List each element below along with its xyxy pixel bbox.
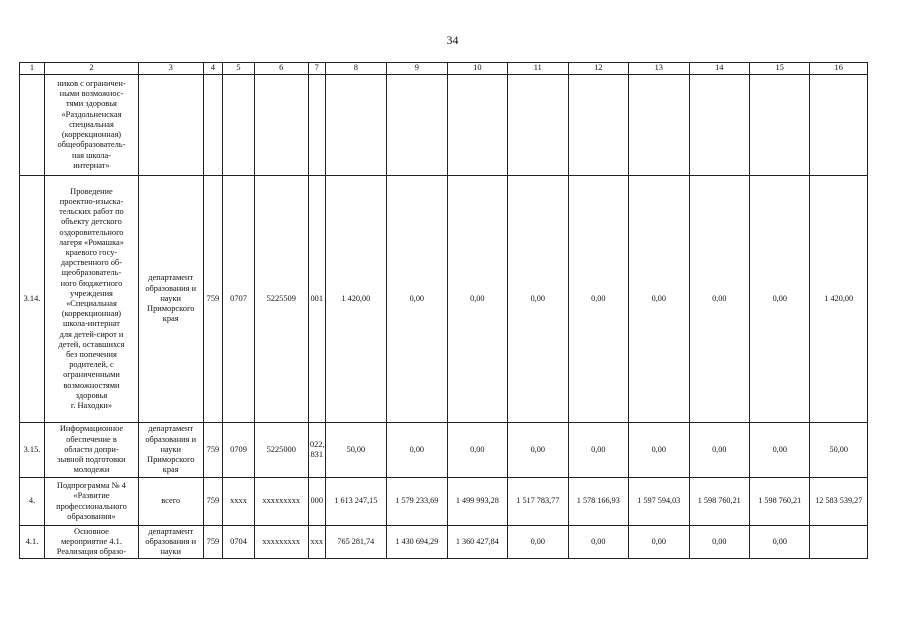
- column-header: 13: [629, 63, 689, 75]
- code-cell: 759: [203, 176, 223, 423]
- amount-cell: [750, 75, 810, 176]
- table-row: [20, 478, 868, 526]
- code-cell: ххх: [308, 526, 325, 559]
- column-header: 2: [45, 63, 139, 75]
- item-name-cell: Проведение проектно-изыска- тельских работ по объекту детского оздоровительного лагеря «Ромашка» краевого госу- дарственного об- щеобразователь- ного бюджетного учреждения «Специальная (коррекционная) школа-интернат для детей-сирот и детей, оставшихся без попечения родителей, с ограниченными возможностями здоровья г. Находки»: [45, 176, 139, 423]
- table-body: [20, 63, 868, 559]
- column-header: 11: [508, 63, 568, 75]
- amount-cell: [325, 75, 387, 176]
- amount-cell: 12 583 539,27: [810, 478, 868, 526]
- amount-cell: [447, 75, 507, 176]
- code-cell: 022, 831: [308, 423, 325, 478]
- amount-cell: 0,00: [568, 526, 628, 559]
- amount-cell: 1 420,00: [810, 176, 868, 423]
- amount-cell: 0,00: [447, 423, 507, 478]
- amount-cell: 1 598 760,21: [750, 478, 810, 526]
- row-number-cell: 3.14.: [20, 176, 45, 423]
- column-header: 3: [138, 63, 203, 75]
- column-header: 16: [810, 63, 868, 75]
- row-number-cell: [20, 75, 45, 176]
- table-row: [20, 176, 868, 423]
- amount-cell: [629, 75, 689, 176]
- amount-cell: 0,00: [447, 176, 507, 423]
- column-header: 6: [254, 63, 308, 75]
- code-cell: 0707: [223, 176, 254, 423]
- amount-cell: 0,00: [689, 526, 749, 559]
- row-number-cell: 4.: [20, 478, 45, 526]
- item-name-cell: Информационное обеспечение в области допри- зывной подготовки молодежи: [45, 423, 139, 478]
- page-number: 34: [446, 33, 459, 47]
- column-header: 9: [387, 63, 447, 75]
- amount-cell: [810, 526, 868, 559]
- amount-cell: [689, 75, 749, 176]
- responsible-cell: департамент образования и науки: [138, 526, 203, 559]
- amount-cell: 0,00: [689, 423, 749, 478]
- amount-cell: 0,00: [750, 423, 810, 478]
- code-cell: 759: [203, 423, 223, 478]
- code-cell: ххххххххх: [254, 478, 308, 526]
- responsible-cell: [138, 75, 203, 176]
- column-header: 4: [203, 63, 223, 75]
- code-cell: хххх: [223, 478, 254, 526]
- table-row: [20, 526, 868, 559]
- column-header: 14: [689, 63, 749, 75]
- amount-cell: 1 597 594,03: [629, 478, 689, 526]
- code-cell: 001: [308, 176, 325, 423]
- amount-cell: 0,00: [689, 176, 749, 423]
- amount-cell: 0,00: [387, 423, 447, 478]
- column-header: 5: [223, 63, 254, 75]
- row-number-cell: 3.15.: [20, 423, 45, 478]
- amount-cell: 0,00: [387, 176, 447, 423]
- code-cell: 0704: [223, 526, 254, 559]
- column-header: 7: [308, 63, 325, 75]
- amount-cell: [508, 75, 568, 176]
- header-row: [20, 63, 868, 75]
- amount-cell: 1 598 760,21: [689, 478, 749, 526]
- column-header: 8: [325, 63, 387, 75]
- code-cell: 0709: [223, 423, 254, 478]
- item-name-cell: ников с ограничен- ными возможнос- тями здоровья «Раздольненская специальная (коррекционная) общеобразователь- ная школа- интернат»: [45, 75, 139, 176]
- column-header: 15: [750, 63, 810, 75]
- item-name-cell: Подпрограмма № 4 «Развитие профессионального образования»: [45, 478, 139, 526]
- amount-cell: 50,00: [325, 423, 387, 478]
- amount-cell: 0,00: [629, 423, 689, 478]
- column-header: 10: [447, 63, 507, 75]
- amount-cell: 0,00: [629, 176, 689, 423]
- amount-cell: 0,00: [568, 423, 628, 478]
- amount-cell: 0,00: [568, 176, 628, 423]
- responsible-cell: всего: [138, 478, 203, 526]
- amount-cell: 1 613 247,15: [325, 478, 387, 526]
- amount-cell: 1 430 694,29: [387, 526, 447, 559]
- code-cell: ххххххххх: [254, 526, 308, 559]
- code-cell: 759: [203, 526, 223, 559]
- amount-cell: [810, 75, 868, 176]
- amount-cell: 1 517 783,77: [508, 478, 568, 526]
- amount-cell: 0,00: [508, 423, 568, 478]
- responsible-cell: департамент образования и науки Приморского края: [138, 423, 203, 478]
- table-row: [20, 423, 868, 478]
- amount-cell: 1 499 993,28: [447, 478, 507, 526]
- responsible-cell: департамент образования и науки Приморского края: [138, 176, 203, 423]
- item-name-cell: Основное мероприятие 4.1. Реализация образо-: [45, 526, 139, 559]
- code-cell: 759: [203, 478, 223, 526]
- amount-cell: 0,00: [508, 176, 568, 423]
- amount-cell: 1 360 427,84: [447, 526, 507, 559]
- amount-cell: 765 281,74: [325, 526, 387, 559]
- code-cell: 5225000: [254, 423, 308, 478]
- amount-cell: 1 579 233,69: [387, 478, 447, 526]
- table-row: [20, 75, 868, 176]
- code-cell: 000: [308, 478, 325, 526]
- amount-cell: 0,00: [508, 526, 568, 559]
- amount-cell: 0,00: [629, 526, 689, 559]
- code-cell: [254, 75, 308, 176]
- amount-cell: 0,00: [750, 526, 810, 559]
- amount-cell: 0,00: [750, 176, 810, 423]
- amount-cell: [387, 75, 447, 176]
- code-cell: [308, 75, 325, 176]
- amount-cell: 1 578 166,93: [568, 478, 628, 526]
- code-cell: 5225509: [254, 176, 308, 423]
- code-cell: [223, 75, 254, 176]
- column-header: 1: [20, 63, 45, 75]
- amount-cell: [568, 75, 628, 176]
- row-number-cell: 4.1.: [20, 526, 45, 559]
- column-header: 12: [568, 63, 628, 75]
- amount-cell: 50,00: [810, 423, 868, 478]
- budget-table: [19, 62, 868, 559]
- amount-cell: 1 420,00: [325, 176, 387, 423]
- code-cell: [203, 75, 223, 176]
